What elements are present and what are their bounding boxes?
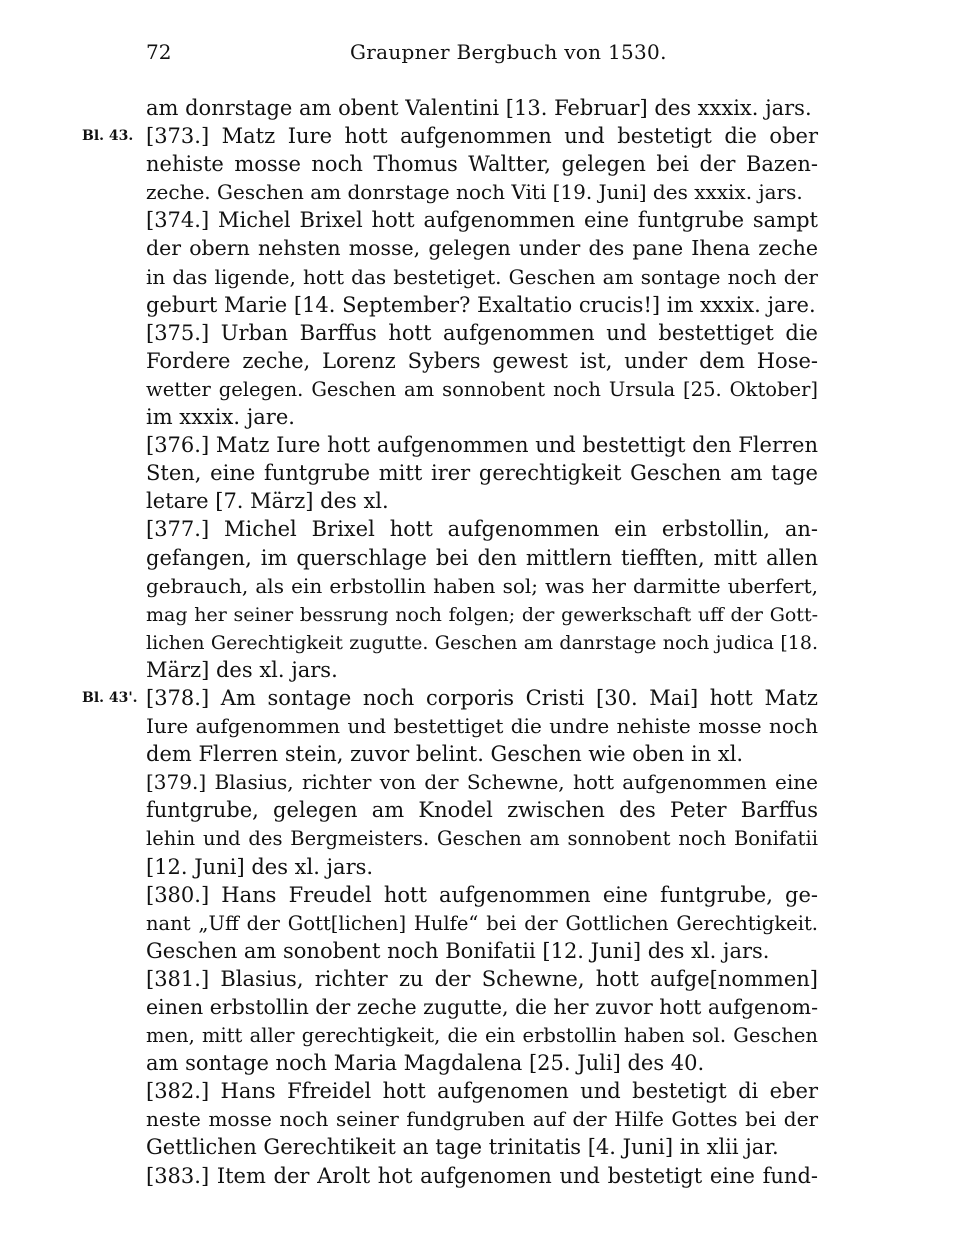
line-text: am sontage noch Maria Magdalena [25. Juli] des 40. [146, 1051, 705, 1076]
text-line [146, 909, 818, 937]
text-line [146, 1105, 818, 1133]
text-line [146, 628, 818, 656]
text-line [146, 937, 818, 965]
line-text: [374.] Michel Brixel hott aufgenommen eine funtgrube sampt [146, 208, 818, 233]
text-line [146, 94, 818, 122]
line-text: in das ligende, hott das bestetiget. Geschen am sontage noch der [146, 264, 818, 289]
page-header [0, 40, 960, 70]
line-text: letare [7. März] des xl. [146, 489, 389, 514]
margin-note: Bl. 43'. [82, 689, 138, 706]
line-text: [378.] Am sontage noch corporis Cristi [30. Mai] hott Matz [146, 685, 818, 710]
line-text: [375.] Urban Barffus hott aufgenommen und bestettiget die [146, 320, 818, 345]
line-text: Sten, eine funtgrube mitt irer gerechtigkeit Geschen am tage [146, 461, 818, 486]
line-text: gefangen, im querschlage bei den mittlern tiefften, mitt allen [146, 545, 818, 570]
text-line [146, 403, 818, 431]
line-text: [383.] Item der Arolt hot aufgenomen und bestetigt eine fund- [146, 1163, 818, 1188]
text-line [146, 1077, 818, 1105]
line-text: Fordere zeche, Lorenz Sybers gewest ist, under dem Hose- [146, 348, 818, 373]
line-text: März] des xl. jars. [146, 657, 338, 682]
text-line [146, 431, 818, 459]
text-line [146, 853, 818, 881]
line-text: funtgrube, gelegen am Knodel zwischen des Peter Barffus [146, 798, 818, 823]
line-text: wetter gelegen. Geschen am sonnobent noch Ursula [25. Oktober] [146, 377, 818, 401]
text-line [146, 796, 818, 824]
text-line [146, 515, 818, 543]
line-text: Geschen am sonobent noch Bonifatii [12. Juni] des xl. jars. [146, 938, 770, 963]
line-text: am donrstage am obent Valentini [13. Februar] des xxxix. jars. [146, 96, 812, 120]
running-title: Graupner Bergbuch von 1530. [350, 40, 667, 64]
line-text: Iure aufgenommen und bestettiget die undre nehiste mosse noch [146, 714, 818, 739]
line-text: neste mosse noch seiner fundgruben auf der Hilfe Gottes bei der [146, 1107, 818, 1132]
line-text: nant „Uff der Gott[lichen] Hulfe“ bei der Gottlichen Gerechtigkeit. [146, 911, 818, 935]
line-text: Gettlichen Gerechtikeit an tage trinitatis [4. Juni] in xlii jar. [146, 1135, 779, 1160]
text-line [146, 178, 818, 206]
text-line [146, 487, 818, 515]
text-line [82, 684, 818, 712]
line-text: gebrauch, als ein erbstollin haben sol; was her darmitte uberfert, [146, 573, 818, 598]
text-line [146, 656, 818, 684]
line-text: [12. Juni] des xl. jars. [146, 854, 374, 879]
text-line [146, 572, 818, 600]
line-text: dem Flerren stein, zuvor belint. Geschen wie oben in xl. [146, 742, 744, 767]
line-text: mag her seiner bessrung noch folgen; der gewerkschaft uff der Gott- [146, 603, 818, 626]
text-line [146, 600, 818, 628]
line-text: lichen Gerechtigkeit zugutte. Geschen am danrstage noch judica [18. [146, 631, 818, 654]
line-text: [380.] Hans Freudel hott aufgenommen eine funtgrube, ge- [146, 882, 818, 907]
text-line [146, 1049, 818, 1077]
line-text: men, mitt aller gerechtigkeit, die ein erbstollin haben sol. Geschen [146, 1024, 818, 1048]
text-line [146, 150, 818, 178]
text-line [146, 965, 818, 993]
document-body [82, 94, 819, 1190]
line-text: im xxxix. jare. [146, 405, 295, 430]
text-line [146, 206, 818, 234]
text-line [146, 1162, 818, 1190]
text-line [146, 824, 818, 852]
page-number: 72 [146, 40, 172, 64]
text-line [82, 122, 818, 150]
text-line [146, 263, 818, 291]
line-text: der obern nehsten mosse, gelegen under des pane Ihena zeche [146, 236, 818, 261]
line-text: lehin und des Bergmeisters. Geschen am sonnobent noch Bonifatii [146, 827, 818, 851]
text-line [146, 291, 818, 319]
text-line [146, 375, 818, 403]
text-line [146, 347, 818, 375]
line-text: [381.] Blasius, richter zu der Schewne, hott aufge[nommen] [146, 966, 818, 991]
line-text: zeche. Geschen am donrstage noch Viti [19. Juni] des xxxix. jars. [146, 180, 803, 205]
text-line [146, 234, 818, 262]
text-line [146, 459, 818, 487]
text-line [146, 993, 818, 1021]
line-text: nehiste mosse noch Thomus Waltter, gelegen bei der Bazen- [146, 152, 818, 177]
text-line [146, 319, 818, 347]
line-text: [379.] Blasius, richter von der Schewne, hott aufgenommen eine [146, 770, 818, 795]
text-line [146, 544, 818, 572]
line-text: einen erbstollin der zeche zugutte, die her zuvor hott aufgenom- [146, 995, 819, 1019]
line-text: [373.] Matz Iure hott aufgenommen und bestetigt die ober [146, 124, 818, 149]
text-line [146, 740, 818, 768]
text-line [146, 712, 818, 740]
margin-note: Bl. 43. [82, 128, 134, 145]
line-text: geburt Marie [14. September? Exaltatio crucis!] im xxxix. jare. [146, 292, 816, 317]
line-text: [377.] Michel Brixel hott aufgenommen ein erbstollin, an- [146, 517, 818, 542]
text-line [146, 1021, 818, 1049]
text-line [146, 1133, 818, 1161]
text-line [146, 768, 818, 796]
line-text: [382.] Hans Ffreidel hott aufgenomen und bestetigt di eber [146, 1079, 818, 1104]
text-line [146, 881, 818, 909]
line-text: [376.] Matz Iure hott aufgenommen und bestettigt den Flerren [146, 433, 818, 458]
